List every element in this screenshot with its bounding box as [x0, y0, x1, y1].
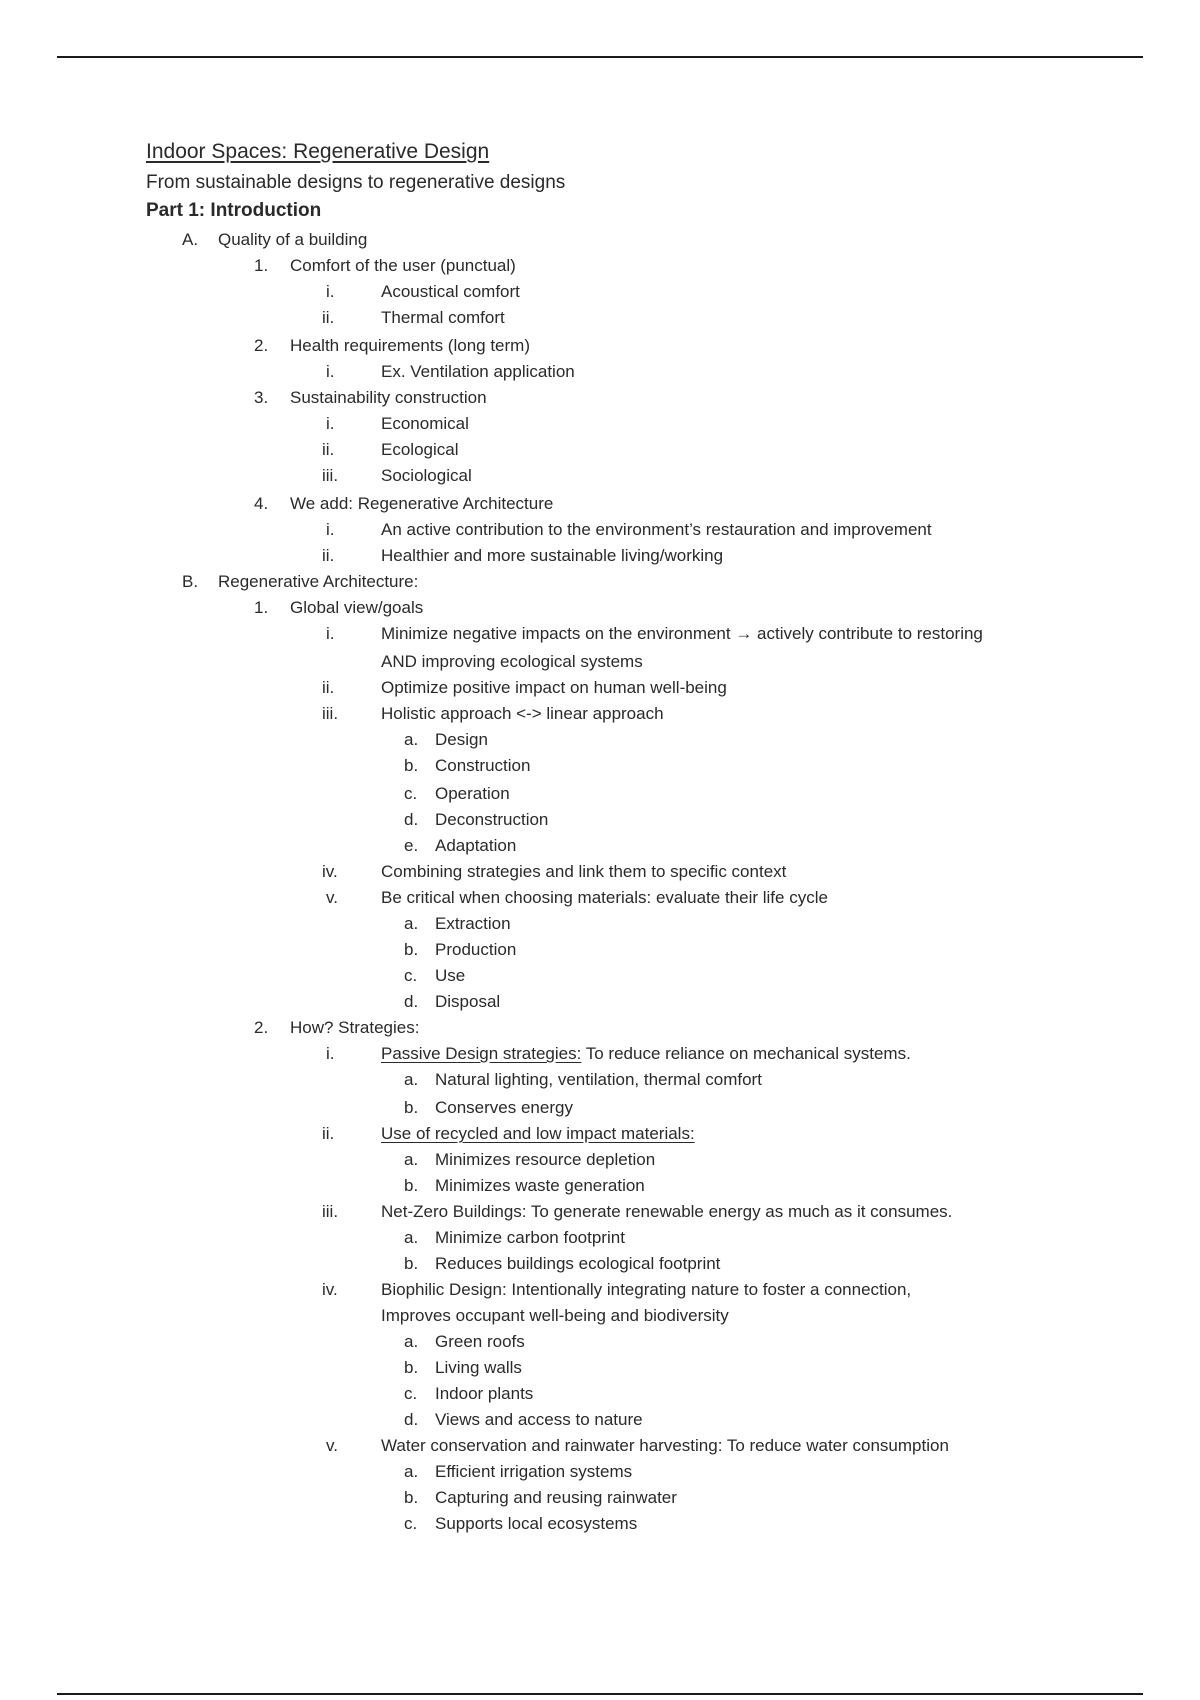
item-marker: a.	[404, 1150, 419, 1169]
item-marker: b.	[404, 940, 419, 959]
item-marker: d.	[404, 810, 419, 829]
item-marker: 4.	[254, 494, 269, 513]
item-marker: b.	[404, 1098, 419, 1117]
item-text: Ecological	[381, 440, 459, 459]
item-text: Use	[435, 966, 466, 985]
item-marker: a.	[404, 730, 419, 749]
item-marker: i.	[326, 414, 335, 433]
item-text: Deconstruction	[435, 810, 549, 829]
item-marker: 3.	[254, 388, 269, 407]
item-text-rest: To reduce reliance on mechanical systems.	[581, 1044, 911, 1063]
item-text: Reduces buildings ecological footprint	[435, 1254, 721, 1273]
item-marker: v.	[326, 888, 338, 907]
item-text: Acoustical comfort	[381, 282, 520, 301]
item-marker: b.	[404, 1176, 419, 1195]
item-text: Design	[435, 730, 488, 749]
item-text: Indoor plants	[435, 1384, 534, 1403]
item-marker: 2.	[254, 1018, 269, 1037]
item-text: Economical	[381, 414, 469, 433]
item-marker: ii.	[322, 546, 335, 565]
item-text: Regenerative Architecture:	[218, 572, 419, 591]
item-text: Thermal comfort	[381, 308, 505, 327]
item-text: Quality of a building	[218, 230, 368, 249]
item-text: Sustainability construction	[290, 388, 487, 407]
item-marker: a.	[404, 914, 419, 933]
item-marker: a.	[404, 1228, 419, 1247]
item-text: Biophilic Design: Intentionally integrating nature to foster a connection,	[381, 1280, 912, 1299]
item-marker: 1.	[254, 598, 269, 617]
item-marker: iii.	[322, 466, 339, 485]
item-text: Minimizes waste generation	[435, 1176, 645, 1195]
item-marker: c.	[404, 966, 418, 985]
item-marker: c.	[404, 1514, 418, 1533]
item-text: Healthier and more sustainable living/working	[381, 546, 724, 565]
item-text: Be critical when choosing materials: evaluate their life cycle	[381, 888, 828, 907]
item-text: Extraction	[435, 914, 511, 933]
item-text: Minimize carbon footprint	[435, 1228, 625, 1247]
item-text: Efficient irrigation systems	[435, 1462, 633, 1481]
item-marker: v.	[326, 1436, 338, 1455]
item-marker: b.	[404, 1488, 419, 1507]
item-text: Improves occupant well-being and biodiversity	[381, 1306, 729, 1325]
item-marker: 2.	[254, 336, 269, 355]
item-marker: d.	[404, 1410, 419, 1429]
item-marker: b.	[404, 756, 419, 775]
item-marker: i.	[326, 282, 335, 301]
item-marker: 1.	[254, 256, 269, 275]
item-marker: d.	[404, 992, 419, 1011]
item-marker: a.	[404, 1462, 419, 1481]
item-text: How? Strategies:	[290, 1018, 420, 1037]
item-text: AND improving ecological systems	[381, 652, 643, 671]
item-text: Ex. Ventilation application	[381, 362, 575, 381]
item-marker: a.	[404, 1070, 419, 1089]
item-text: Minimize negative impacts on the environment → actively contribute to restoring	[381, 624, 983, 643]
item-marker: ii.	[322, 1124, 335, 1143]
item-marker: ii.	[322, 678, 335, 697]
item-text: Capturing and reusing rainwater	[435, 1488, 677, 1507]
item-marker: i.	[326, 1044, 335, 1063]
item-text: Holistic approach <-> linear approach	[381, 704, 664, 723]
doc-title: Indoor Spaces: Regenerative Design	[146, 140, 490, 163]
item-text: Global view/goals	[290, 598, 424, 617]
item-text: Adaptation	[435, 836, 517, 855]
item-text: Green roofs	[435, 1332, 525, 1351]
item-marker: A.	[182, 230, 199, 249]
item-marker: i.	[326, 624, 335, 643]
doc-subtitle: From sustainable designs to regenerative designs	[146, 172, 566, 193]
item-text	[381, 1044, 911, 1064]
item-marker: ii.	[322, 440, 335, 459]
item-marker: i.	[326, 520, 335, 539]
item-text: Operation	[435, 784, 510, 803]
item-marker: i.	[326, 362, 335, 381]
item-text: We add: Regenerative Architecture	[290, 494, 554, 513]
item-text: Disposal	[435, 992, 501, 1011]
item-text: Natural lighting, ventilation, thermal comfort	[435, 1070, 762, 1089]
item-text	[381, 1124, 695, 1144]
item-text: Living walls	[435, 1358, 522, 1377]
item-text: Water conservation and rainwater harvesting: To reduce water consumption	[381, 1436, 949, 1455]
item-text: Optimize positive impact on human well-being	[381, 678, 727, 697]
item-marker: iv.	[322, 1280, 338, 1299]
item-text: Sociological	[381, 466, 472, 485]
item-text: Supports local ecosystems	[435, 1514, 638, 1533]
item-marker: c.	[404, 784, 418, 803]
item-text: Comfort of the user (punctual)	[290, 256, 516, 275]
item-text: Combining strategies and link them to specific context	[381, 862, 787, 881]
part-heading: Part 1: Introduction	[146, 200, 322, 221]
item-marker: e.	[404, 836, 419, 855]
item-text: Health requirements (long term)	[290, 336, 530, 355]
item-marker: B.	[182, 572, 199, 591]
item-marker: iii.	[322, 1202, 339, 1221]
item-marker: iii.	[322, 704, 339, 723]
top-rule	[57, 56, 1143, 58]
item-marker: b.	[404, 1254, 419, 1273]
bottom-rule	[57, 1693, 1143, 1695]
item-marker: a.	[404, 1332, 419, 1351]
item-marker: b.	[404, 1358, 419, 1377]
item-underlined-label: Use of recycled and low impact materials:	[381, 1124, 695, 1143]
item-underlined-label: Passive Design strategies:	[381, 1044, 582, 1063]
item-marker: c.	[404, 1384, 418, 1403]
item-text: Views and access to nature	[435, 1410, 643, 1429]
item-text: Minimizes resource depletion	[435, 1150, 656, 1169]
item-marker: iv.	[322, 862, 338, 881]
item-text: An active contribution to the environment’s restauration and improvement	[381, 520, 932, 539]
item-text: Conserves energy	[435, 1098, 573, 1117]
item-text: Net-Zero Buildings: To generate renewable energy as much as it consumes.	[381, 1202, 953, 1221]
item-text: Production	[435, 940, 517, 959]
item-text: Construction	[435, 756, 531, 775]
item-marker: ii.	[322, 308, 335, 327]
